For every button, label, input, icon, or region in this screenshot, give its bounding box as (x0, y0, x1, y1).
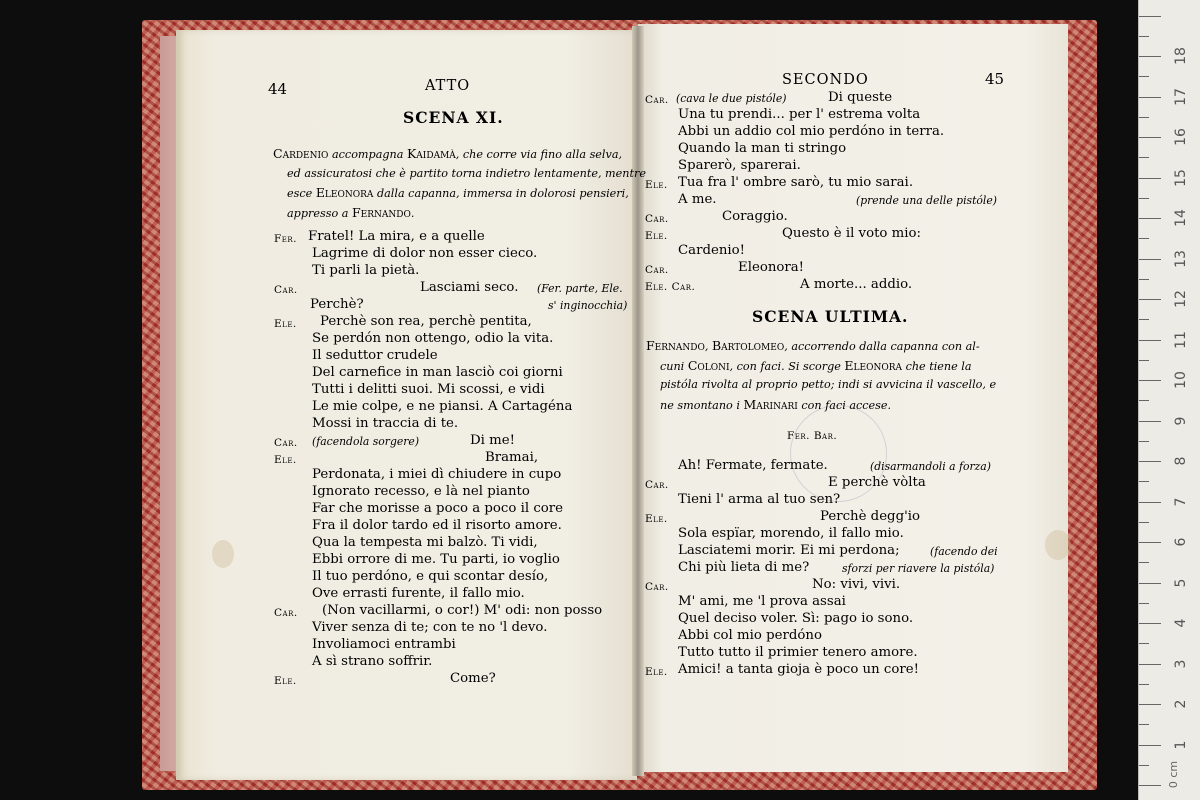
verse-line: Fra il dolor tardo ed il risorto amore. (312, 518, 562, 533)
verse-line: A me. (678, 192, 717, 207)
right-page-number: 45 (985, 70, 1005, 88)
verse-line: Abbi un addio col mio perdóno in terra. (678, 124, 945, 139)
ruler-tick (1139, 299, 1161, 300)
verse-line: A morte... addio. (800, 277, 913, 292)
ruler-number: 11 (1173, 330, 1189, 349)
verse-line: Sola espïar, morendo, il fallo mio. (678, 526, 904, 541)
ruler-tick (1139, 380, 1161, 381)
verse-line: Se perdón non ottengo, odio la vita. (312, 331, 554, 346)
stage-note: s' inginocchia) (548, 299, 628, 312)
ruler-tick (1139, 583, 1161, 584)
verse-line: Viver senza di te; con te no 'l devo. (312, 620, 548, 635)
measuring-ruler (1138, 0, 1200, 800)
speaker-label: Ele. (645, 513, 668, 525)
ruler-tick (1139, 461, 1161, 462)
stage-line: cuni Coloni, con faci. Si scorge Eleonora che tiene la (660, 357, 972, 373)
left-page-number: 44 (268, 80, 288, 98)
verse-line: Bramai, (485, 450, 539, 465)
ruler-tick (1139, 421, 1161, 422)
ruler-number: 14 (1173, 209, 1189, 227)
ruler-tick (1139, 340, 1161, 341)
right-scene-title: SCENA ULTIMA. (752, 307, 909, 326)
ruler-tick (1139, 441, 1149, 442)
speaker-label: Car. (645, 581, 669, 593)
ruler-tick (1139, 259, 1161, 260)
ruler-tick (1139, 643, 1149, 644)
verse-line: Cardenio! (678, 243, 746, 258)
verse-line: Tutti i delitti suoi. Mi scossi, e vidi (312, 382, 545, 397)
verse-line: Il tuo perdóno, e qui scontar desío, (312, 569, 549, 584)
ruler-number: 17 (1173, 87, 1189, 106)
stage-line: Cardenio accompagna Kaidamà, che corre via fino alla selva, (273, 146, 623, 161)
ruler-tick (1139, 117, 1149, 118)
ruler-number: 2 (1173, 699, 1189, 709)
ruler-tick (1139, 542, 1161, 543)
stage-line: ne smontano i Marinari con faci accese. (660, 396, 892, 412)
ruler-tick (1139, 178, 1161, 179)
book-gutter (632, 26, 644, 776)
verse-line: Tua fra l' ombre sarò, tu mio sarai. (678, 175, 914, 190)
speakers-heading: Fer. Bar. (787, 430, 838, 442)
verse-line: Di me! (470, 433, 515, 448)
ruler-number: 4 (1173, 618, 1189, 628)
speaker-label: Car. (645, 264, 669, 276)
ruler-tick (1139, 603, 1149, 604)
ruler-tick (1139, 664, 1161, 665)
ruler-unit: 0 cm (1167, 760, 1181, 789)
stage-line: ed assicuratosi che è partito torna indietro lentamente, mentre (287, 166, 646, 180)
verse-line: Perdonata, i miei dì chiudere in cupo (312, 467, 562, 482)
ruler-tick (1139, 16, 1161, 17)
stage-line: appresso a Fernando. (287, 204, 415, 220)
speaker-label: Ele. (645, 230, 668, 242)
right-running-head: SECONDO (782, 72, 869, 88)
verse-line: Tieni l' arma al tuo sen? (678, 492, 841, 507)
ruler-tick (1139, 198, 1149, 199)
stage-note: sforzi per riavere la pistóla) (842, 562, 995, 575)
stage-note: (disarmandoli a forza) (870, 460, 991, 473)
ruler-tick (1139, 137, 1161, 138)
ruler-tick (1139, 522, 1149, 523)
ruler-number: 8 (1173, 456, 1189, 466)
verse-line: Come? (450, 671, 496, 686)
verse-line: Tutto tutto il primier tenero amore. (678, 645, 918, 660)
verse-line: Perchè? (310, 297, 364, 312)
speaker-label: Ele. (645, 179, 668, 191)
speaker-label: Car. (274, 284, 298, 296)
verse-line: Qua la tempesta mi balzò. Ti vidi, (312, 535, 538, 550)
speaker-label: Car. (645, 213, 669, 225)
ruler-tick (1139, 481, 1149, 482)
verse-line: Fratel! La mira, e a quelle (308, 229, 485, 244)
verse-line: M' ami, me 'l prova assai (678, 594, 846, 609)
verse-line: E perchè vòlta (828, 475, 926, 490)
stage-note: (cava le due pistóle) (676, 92, 787, 105)
ruler-tick (1139, 76, 1149, 77)
ruler-number: 7 (1173, 497, 1189, 506)
verse-line: Chi più lieta di me? (678, 560, 810, 575)
ruler-number: 5 (1173, 578, 1189, 587)
speaker-label: Ele. (274, 318, 297, 330)
verse-line: Amici! a tanta gioja è poco un core! (678, 662, 919, 677)
speaker-label: Ele. (274, 454, 297, 466)
verse-line: Ove errasti furente, il fallo mio. (312, 586, 525, 601)
verse-line: Lagrime di dolor non esser cieco. (312, 246, 538, 261)
verse-line: Coraggio. (722, 209, 788, 224)
speaker-label: Car. (274, 607, 298, 619)
verse-line: Una tu prendi... per l' estrema volta (678, 107, 921, 122)
speaker-label: Ele. (645, 666, 668, 678)
ruler-tick (1139, 724, 1149, 725)
ruler-tick (1139, 360, 1149, 361)
ruler-tick (1139, 157, 1149, 158)
stage-line: pistóla rivolta al proprio petto; indi si avvicina il vascello, e (660, 378, 997, 391)
ruler-tick (1139, 279, 1149, 280)
paper-stain (1045, 530, 1071, 560)
verse-line: Quel deciso voler. Sì: pago io sono. (678, 611, 914, 626)
ruler-number: 6 (1173, 537, 1189, 547)
ruler-tick (1139, 684, 1149, 685)
speaker-label: Fer. (274, 233, 298, 245)
verse-line: Quando la man ti stringo (678, 141, 847, 156)
stage-note: (Fer. parte, Ele. (537, 282, 623, 295)
ruler-tick (1139, 56, 1161, 57)
verse-line: Sparerò, sparerai. (678, 158, 801, 173)
speaker-label: Car. (645, 479, 669, 491)
stage-line: Fernando, Bartolomeo, accorrendo dalla capanna con al- (646, 338, 980, 353)
verse-line: Ti parli la pietà. (312, 263, 420, 278)
stage-note: (prende una delle pistóle) (856, 194, 997, 207)
ruler-tick (1139, 623, 1161, 624)
ruler-tick (1139, 36, 1149, 37)
verse-line: Ignorato recesso, e là nel pianto (312, 484, 530, 499)
ruler-number: 18 (1173, 47, 1189, 65)
verse-line: Perchè son rea, perchè pentita, (320, 314, 532, 329)
ruler-number: 10 (1173, 371, 1189, 389)
ruler-number: 12 (1173, 290, 1189, 308)
verse-line: Lasciami seco. (420, 280, 519, 295)
verse-line: (Non vacillarmi, o cor!) M' odi: non posso (322, 603, 603, 618)
ruler-number: 1 (1173, 740, 1189, 749)
speaker-label: Car. (645, 94, 669, 106)
verse-line: Perchè degg'io (820, 509, 920, 524)
verse-line: Questo è il voto mio: (782, 226, 922, 241)
verse-line: Lasciatemi morir. Ei mi perdona; (678, 543, 900, 558)
paper-stain (212, 540, 234, 568)
ruler-tick (1139, 562, 1149, 563)
verse-line: Ah! Fermate, fermate. (678, 458, 828, 473)
verse-line: Ebbi orrore di me. Tu parti, io voglio (312, 552, 560, 567)
speaker-label: Car. (274, 437, 298, 449)
ruler-tick (1139, 238, 1149, 239)
ruler-tick (1139, 400, 1149, 401)
ruler-number: 15 (1173, 168, 1189, 187)
ruler-tick (1139, 97, 1161, 98)
verse-line: A sì strano soffrir. (312, 654, 433, 669)
stage-note: (facendola sorgere) (312, 435, 420, 448)
stage-note: (facendo dei (930, 545, 998, 558)
ruler-number: 13 (1173, 249, 1189, 268)
ruler-tick (1139, 319, 1149, 320)
ruler-number: 9 (1173, 416, 1189, 425)
ruler-number: 3 (1173, 659, 1189, 668)
verse-line: Il seduttor crudele (312, 348, 438, 363)
verse-line: No: vivi, vivi. (812, 577, 901, 592)
verse-line: Far che morisse a poco a poco il core (312, 501, 564, 516)
verse-line: Le mie colpe, e ne piansi. A Cartagéna (312, 399, 573, 414)
ruler-tick (1139, 704, 1161, 705)
speaker-label: Ele. Car. (645, 281, 696, 293)
left-scene-title: SCENA XI. (403, 108, 504, 127)
verse-line: Del carnefice in man lasciò coi giorni (312, 365, 563, 380)
verse-line: Di queste (828, 90, 893, 105)
verse-line: Mossi in traccia di te. (312, 416, 459, 431)
stage-line: esce Eleonora dalla capanna, immersa in dolorosi pensieri, (287, 185, 629, 200)
ruler-tick (1139, 502, 1161, 503)
verse-line: Involiamoci entrambi (312, 637, 456, 652)
ruler-tick (1139, 218, 1161, 219)
speaker-label: Ele. (274, 675, 297, 687)
left-running-head: ATTO (425, 78, 471, 94)
ruler-number: 16 (1173, 128, 1189, 146)
verse-line: Eleonora! (738, 260, 805, 275)
verse-line: Abbi col mio perdóno (678, 628, 822, 643)
ruler-tick (1139, 765, 1149, 766)
ruler-tick (1139, 745, 1161, 746)
ruler-tick (1139, 785, 1161, 786)
